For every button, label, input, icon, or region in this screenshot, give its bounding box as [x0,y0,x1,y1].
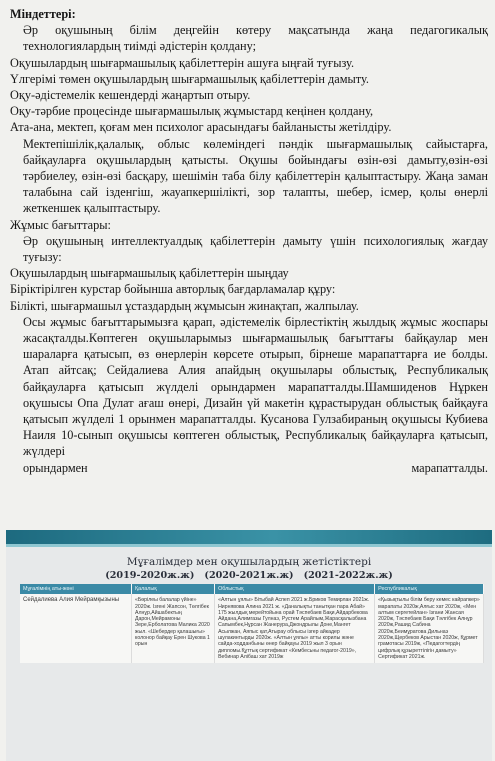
paragraph: Үлгерімі төмен оқушылардың шығармашылық қабілеттерін дамыту. [10,71,369,86]
year-label: (2021-2022ж.ж) [303,570,393,581]
paragraph: Оқушылардың шығармашылық қабілеттерін ашуға ыңғай туғызу. [10,55,355,70]
header-city: Қалалық [132,584,215,594]
heading-tasks: Міндеттері: [10,7,76,21]
document-text [10,6,488,476]
paragraph: Оқу-әдістемелік кешендерді жаңартып отыру. [10,88,251,103]
paragraph: Осы жұмыс бағыттарымызға қарап, әдістемелік бірлестіктің жылдық жұмыс жоспары жасақталды.Көптеген оқушыларымыз шығармашылық бағыттағы байқаулар мен шараларға қатысып, өз өнерлерін көрсете отырып, бірнеше марапаттарға ие болды. Атап айтсақ; Сейдалиева Алия апайдың оқушылары облыстық, Республикалық байқауларға қатысып жүлделі орындармен марапатталды.Шамшиденов Нұркен оқушысы Опа Дулат ағаш өнері, Дизайн үй макетін құрастырудан облыстық байқауға қатысып жүлделі 1 орынмен марапатталды. Кусанова Гулзабираның оқушысы Кубиева Наиля 10-сынып оқушысы көптеген облыстық, Республикалық байқауларға қатысып, жүлдері [23,314,488,459]
cell-region: «Алтын ұялы» Бітыбай Аспеп 2021 ж.Бриков Темирлан 2021ж. Нирнявова Алина 2021 ж. «Даналықты танытқан пара Абай» 175 жылдық мерейтойына орай Тәспебаев Бақи,Айдарбекова Айдана,Алимгазы Гулнаэ, Рустем Арайлым,Жарасқалызбана Сапымбек,Нұрсан Жанерура,Джондрылы Доне,Мангет Асылжан, Аяпыс қат,Атырау облысы ізгер айкадер шулакинтырды 2020ж. «Алтын ұялы» атты корилы және сайда-ходданбыны өнер байқауы 2019 жыл 3 орын дипломы.Құттық сертификат «Кембесьны педагог-2019», Вебинар Алібаш хат 2019ж [215,594,375,663]
table-header-row [20,584,484,594]
achievements-photo [6,530,492,761]
paragraph: Ата-ана, мектеп, қоғам мен психолог арасындағы байланысты жетілдіру. [10,120,392,135]
paragraph: Оқушылардың шығармашылық қабілеттерін шыңдау [10,266,289,281]
table-row [20,594,484,663]
paragraph: Мектепішілік,қалалық, облыс көлеміндегі пәндік шығармашылық сайыстарға, байқауларға оқушылардың қатысты. Оқушы бойындағы өзін-өзі дамыту,өзін-өзі тәрбиелеу, өзін-өзі басқару, шешімін таба білу қабілеттерін қалыптастыру. Жаңа заман талабына сай ізденгіш, жауапкершілікті, зор талапты, шебер, ісмер, қолы өнерлі жеткеншек қалыптастыру. [23,136,488,216]
achievements-years [6,570,492,581]
paragraph: Оқу-тәрбие процесінде шығармашылық жұмыстард кеңінен қолдану, [10,104,374,119]
paragraph: Әр оқушының интеллектуалдық қабілеттерін дамыту үшін психологиялық жағдау туғызу: [23,233,488,265]
decorative-line [6,544,492,547]
header-teacher: Мұғалімнің аты-жөні [20,584,132,594]
header-region: Облыстық [215,584,375,594]
cell-republic: «Қызықтылы білім беру кемес кайрапкер» марапаты 2020ж,Алғыс хат 2020ж, «Мен алтым сергетейлан» Ізгани Жансая 2020ж, Тәспебаев Бақи Тәлгібек Алнұр 2020ж,Рашид Сабина 2020ж,Беимұратова Дильнаэ 2020ж,Щербеков Арыстан 2020ж, Құрмет грамотасы 2019ж, «Педагогтердің цифрлық құзыреттілігін дамыту» Сертификат 2021ж. [375,594,484,663]
achievements-title: Мұғалімдер мен оқушылардың жетістіктері [126,556,372,568]
tasks-list [10,22,488,216]
decorative-band [6,530,492,544]
directions-list [10,233,488,460]
cell-city: «Бөрілеы балалар үйіне» 2020ж. Ізгені Жапсон, Төлгібек Алнұр,Айшабектың Дарон,Мейрамоны Зере,Ерболатова Малика 2020 жыл. «Шебердер қалашығы» колонор байқау Ерен Шукова 1 орын [132,594,215,663]
cell-teacher: Сейдалиева Алия Мейрамқызыны [20,594,132,663]
paragraph: Білікті, шығармашыл ұстаздардың жұмысын жинақтап, жалпылау. [10,298,359,313]
year-label: (2020-2021ж.ж) [204,570,294,581]
paragraph: Біріктірілген курстар бойынша авторлық бағдарламалар құру: [10,282,336,297]
year-label: (2019-2020ж.ж) [105,570,195,581]
paragraph: Әр оқушының білім деңгейін көтеру мақсатында жаңа педагогикалық технологиялардың тиімді әдістерін қолдану; [23,23,488,54]
closing-line [10,460,488,476]
closing-right: марапатталды. [411,460,488,475]
heading-directions: Жұмыс бағыттары: [10,217,111,232]
achievements-table [20,584,484,663]
closing-left: орындармен [23,460,88,475]
header-republic: Республикалық [375,584,484,594]
